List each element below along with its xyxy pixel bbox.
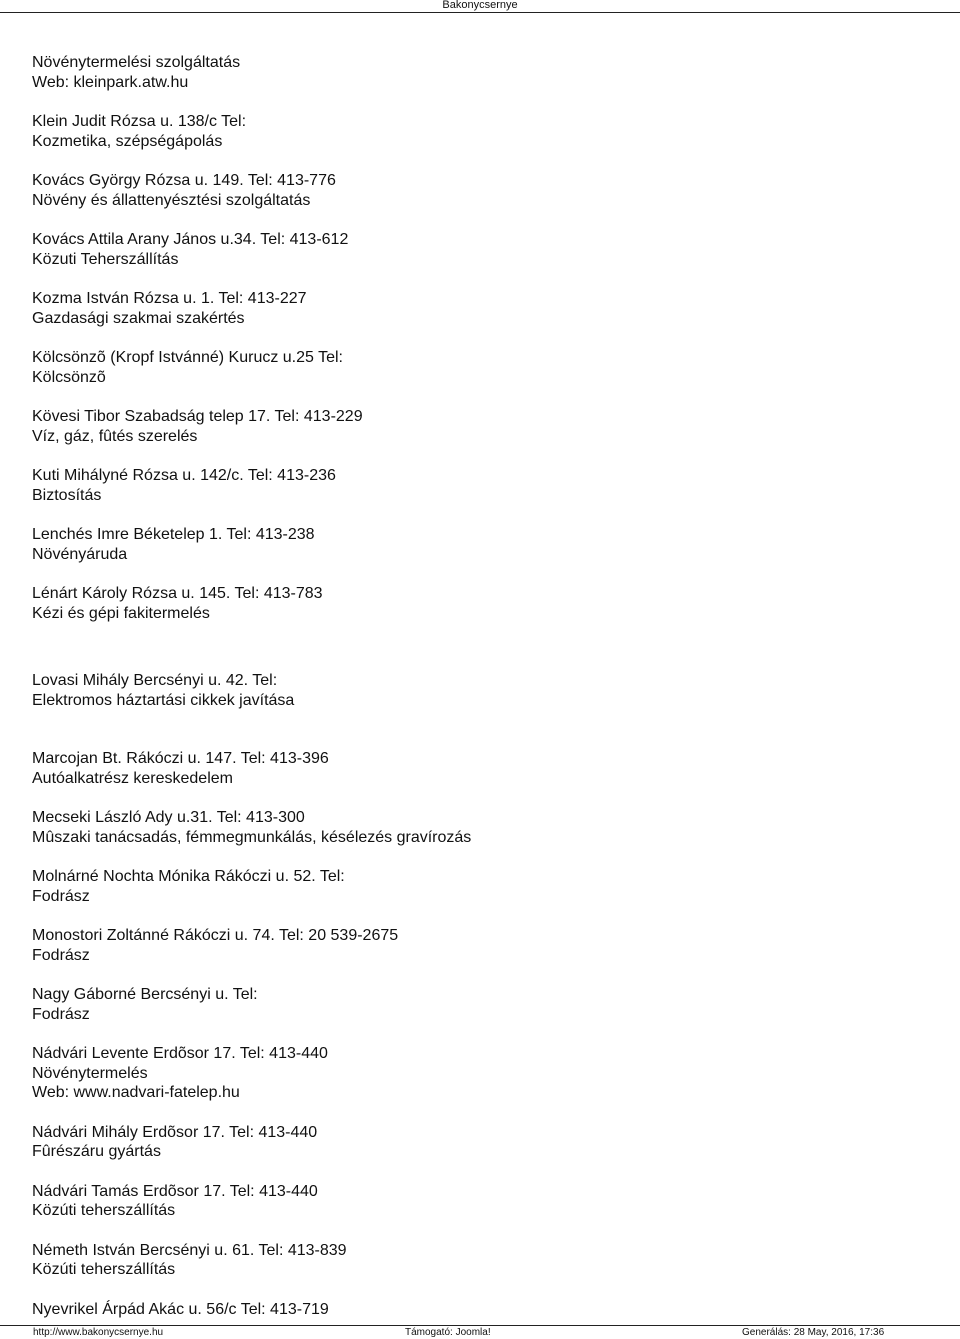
entry-detail: Fûrészáru gyártás	[32, 1143, 161, 1160]
entry-heading: Kuti Mihályné Rózsa u. 142/c. Tel: 413-236	[32, 467, 336, 484]
entry-detail: Fodrász	[32, 1005, 90, 1023]
directory-entry	[32, 749, 932, 788]
directory-entry	[32, 1182, 932, 1221]
directory-entry	[32, 867, 932, 906]
directory-entry	[32, 1123, 932, 1162]
directory-entry	[32, 926, 932, 965]
directory-entry	[32, 466, 932, 505]
entry-detail: Kézi és gépi fakitermelés	[32, 604, 210, 622]
entry-heading: Lénárt Károly Rózsa u. 145. Tel: 413-783	[32, 585, 323, 602]
directory-entry	[32, 1044, 932, 1103]
entry-detail: Biztosítás	[32, 486, 102, 504]
entry-heading: Molnárné Nochta Mónika Rákóczi u. 52. Tel:	[32, 868, 345, 885]
directory-entry	[32, 230, 932, 269]
entry-detail: Közúti teherszállítás	[32, 1261, 176, 1278]
directory-entry	[32, 584, 932, 623]
entry-detail: Elektromos háztartási cikkek javítása	[32, 691, 295, 709]
entry-heading: Nádvári Tamás Erdõsor 17. Tel: 413-440	[32, 1182, 318, 1200]
entry-heading: Mecseki László Ady u.31. Tel: 413-300	[32, 809, 305, 826]
entry-detail: Kölcsönzõ	[32, 368, 106, 386]
directory-entry	[32, 985, 932, 1024]
entry-heading: Növénytermelési szolgáltatás	[32, 54, 241, 71]
entry-detail: Növény és állattenyésztési szolgáltatás	[32, 191, 311, 209]
footer-url: http://www.bakonycsernye.hu	[33, 1327, 164, 1338]
entry-detail: Gazdasági szakmai szakértés	[32, 309, 245, 327]
directory-entry	[32, 525, 932, 564]
entry-heading: Kövesi Tibor Szabadság telep 17. Tel: 413-229	[32, 408, 363, 425]
directory-entry	[32, 112, 932, 151]
directory-entry	[32, 171, 932, 210]
entry-heading: Nádvári Mihály Erdõsor 17. Tel: 413-440	[32, 1123, 318, 1141]
entry-detail: Növénytermelés	[32, 1064, 148, 1082]
directory-entry	[32, 289, 932, 328]
entry-heading: Nyevrikel Árpád Akác u. 56/c Tel: 413-719	[32, 1300, 329, 1318]
entry-detail: Web: www.nadvari-fatelep.hu	[32, 1084, 240, 1101]
entry-heading: Németh István Bercsényi u. 61. Tel: 413-839	[32, 1241, 347, 1259]
entry-detail: Közúti teherszállítás	[32, 1202, 176, 1219]
entry-heading: Lovasi Mihály Bercsényi u. 42. Tel:	[32, 672, 278, 689]
directory-entry	[32, 407, 932, 446]
entry-heading: Marcojan Bt. Rákóczi u. 147. Tel: 413-396	[32, 750, 329, 767]
entry-heading: Kovács Attila Arany János u.34. Tel: 413-612	[32, 231, 349, 248]
header-title: Bakonycsernye	[442, 0, 518, 11]
entry-heading: Klein Judit Rózsa u. 138/c Tel:	[32, 113, 247, 130]
directory-entry	[32, 1241, 932, 1280]
page-header	[0, 0, 960, 13]
directory-entry	[32, 671, 932, 710]
footer-sponsor: Támogató: Joomla!	[405, 1327, 491, 1338]
entry-detail: Víz, gáz, fûtés szerelés	[32, 427, 198, 445]
entry-heading: Monostori Zoltánné Rákóczi u. 74. Tel: 20 539-2675	[32, 927, 399, 944]
entry-detail: Mûszaki tanácsadás, fémmegmunkálás, késélezés gravírozás	[32, 828, 472, 846]
entry-detail: Autóalkatrész kereskedelem	[32, 769, 233, 787]
entry-heading: Nádvári Levente Erdõsor 17. Tel: 413-440	[32, 1045, 328, 1062]
entry-detail: Közuti Teherszállítás	[32, 250, 179, 268]
directory-list	[32, 53, 932, 1319]
directory-entry	[32, 1300, 932, 1320]
entry-detail: Web: kleinpark.atw.hu	[32, 73, 189, 91]
directory-entry	[32, 808, 932, 847]
entry-detail: Fodrász	[32, 946, 90, 964]
entry-heading: Kölcsönzõ (Kropf Istvánné) Kurucz u.25 Tel:	[32, 349, 343, 366]
entry-detail: Növényáruda	[32, 545, 128, 563]
entry-detail: Kozmetika, szépségápolás	[32, 132, 223, 150]
entry-detail: Fodrász	[32, 887, 90, 905]
footer-generated: Generálás: 28 May, 2016, 17:36	[742, 1327, 885, 1338]
entry-heading: Kozma István Rózsa u. 1. Tel: 413-227	[32, 290, 307, 307]
entry-heading: Nagy Gáborné Bercsényi u. Tel:	[32, 986, 258, 1003]
directory-entry	[32, 348, 932, 387]
directory-entry	[32, 53, 932, 92]
page-footer	[0, 1325, 960, 1339]
entry-heading: Kovács György Rózsa u. 149. Tel: 413-776	[32, 172, 336, 189]
entry-heading: Lenchés Imre Béketelep 1. Tel: 413-238	[32, 526, 315, 543]
